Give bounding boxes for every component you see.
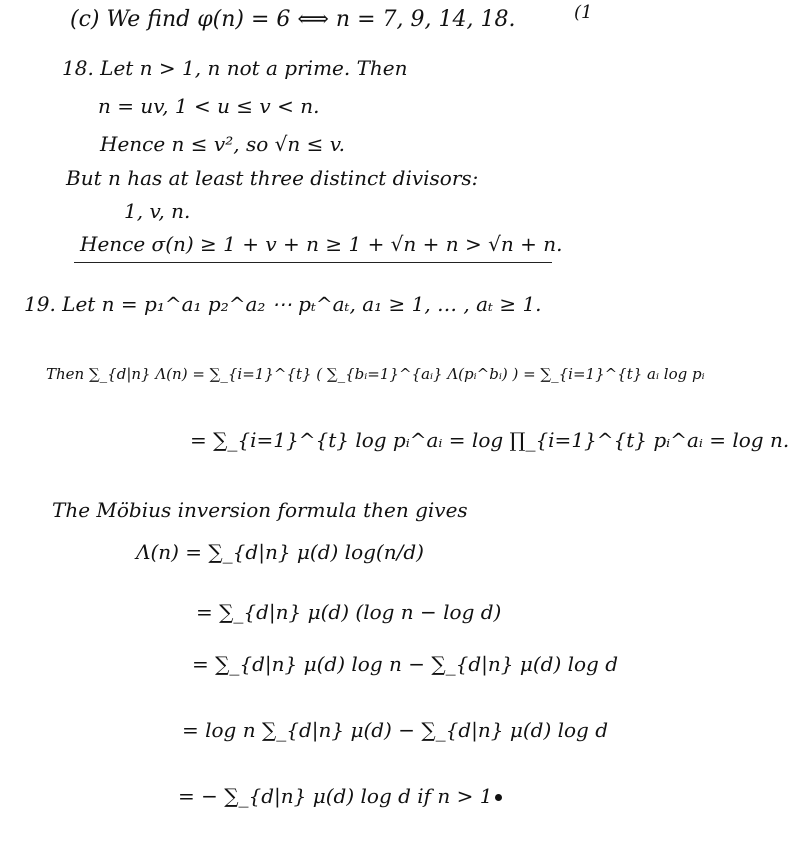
problem-19-final-result: = − ∑_{d|n} μ(d) log d if n > 1 xyxy=(178,784,502,808)
problem-18-conclusion: Hence σ(n) ≥ 1 + v + n ≥ 1 + √n + n > √n + n. xyxy=(80,232,563,256)
problem-19-log-identity: = ∑_{i=1}^{t} log pᵢ^aᵢ = log ∏_{i=1}^{t} pᵢ^aᵢ = log n. xyxy=(190,428,789,452)
page-corner-mark: (1 xyxy=(574,2,593,23)
end-dot xyxy=(495,794,502,801)
problem-19-statement: 19. Let n = p₁^a₁ p₂^a₂ ⋯ pₜ^aₜ, a₁ ≥ 1, … , aₜ ≥ 1. xyxy=(24,292,542,316)
problem-19-mobius-intro: The Möbius inversion formula then gives xyxy=(52,498,468,522)
problem-18-inequality: Hence n ≤ v², so √n ≤ v. xyxy=(100,132,345,156)
problem-19-lambda-formula: Λ(n) = ∑_{d|n} μ(d) log(n/d) xyxy=(136,540,424,564)
problem-19-step-factor: = log n ∑_{d|n} μ(d) − ∑_{d|n} μ(d) log d xyxy=(182,718,609,742)
problem-19-step-split: = ∑_{d|n} μ(d) log n − ∑_{d|n} μ(d) log d xyxy=(192,652,619,676)
problem-18-divisors-list: 1, v, n. xyxy=(124,199,191,223)
problem-18-statement: 18. Let n > 1, n not a prime. Then xyxy=(62,56,408,80)
problem-19-step-expand: = ∑_{d|n} μ(d) (log n − log d) xyxy=(196,600,502,624)
problem-18-factorization: n = uv, 1 < u ≤ v < n. xyxy=(98,94,320,118)
problem-18-divisors-claim: But n has at least three distinct divisors: xyxy=(66,166,479,190)
part-c-line: (c) We find φ(n) = 6 ⟺ n = 7, 9, 14, 18. xyxy=(70,7,516,32)
section-divider xyxy=(74,262,552,263)
problem-19-sum-identity: Then ∑_{d|n} Λ(n) = ∑_{i=1}^{t} ( ∑_{bᵢ=1}^{aᵢ} Λ(pᵢ^bᵢ) ) = ∑_{i=1}^{t} aᵢ log pᵢ xyxy=(46,365,705,383)
